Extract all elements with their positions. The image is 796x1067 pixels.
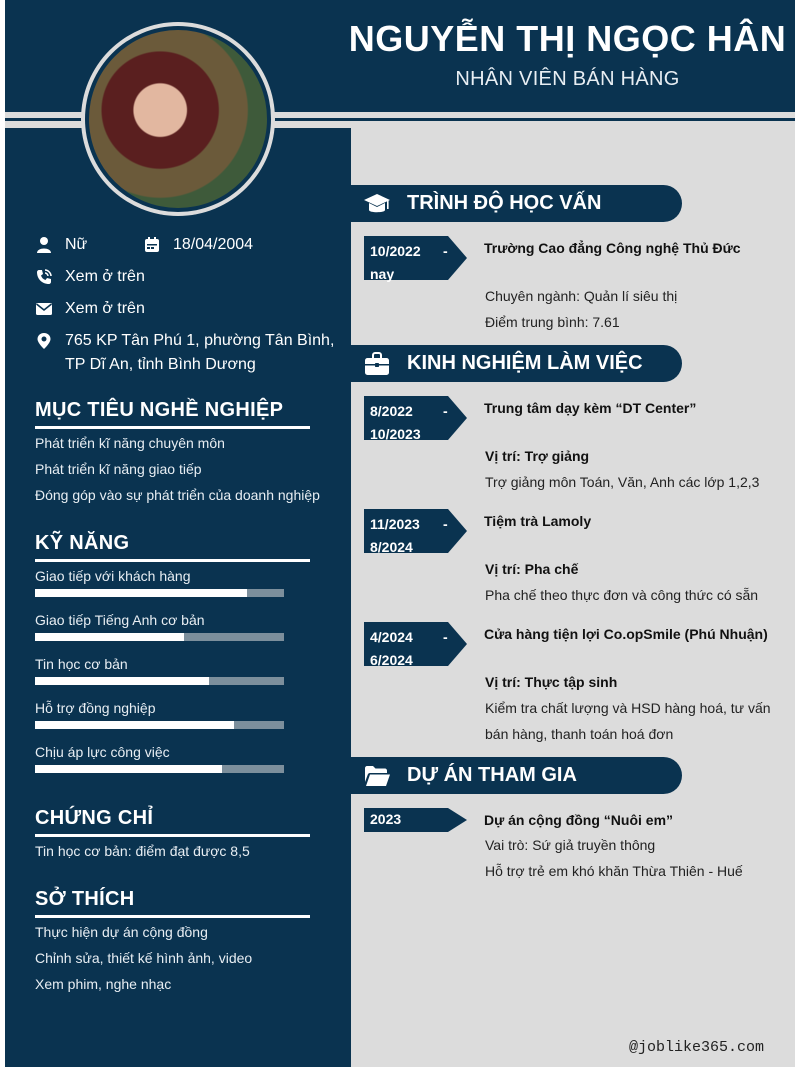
certificate-item: Tin học cơ bản: điểm đạt được 8,5 <box>35 843 250 859</box>
skill-bar-fill <box>35 677 209 685</box>
project-description: Hỗ trợ trẻ em khó khăn Thừa Thiên - Huế <box>485 863 743 879</box>
skill-bar-fill <box>35 765 222 773</box>
skill-label: Hỗ trợ đồng nghiệp <box>35 700 156 716</box>
projects-title: DỰ ÁN THAM GIA <box>407 764 577 786</box>
company-name: Tiệm trà Lamoly <box>484 513 592 529</box>
project-name: Dự án cộng đồng “Nuôi em” <box>484 812 674 828</box>
job-position: Vị trí: Pha chế <box>485 561 579 577</box>
gender-row <box>35 235 87 257</box>
school-name: Trường Cao đẳng Công nghệ Thủ Đức <box>484 240 741 256</box>
folder-open-icon <box>363 762 391 790</box>
date-tag <box>364 808 467 832</box>
projects-header <box>351 757 682 794</box>
hobbies-title: SỞ THÍCH <box>35 888 135 910</box>
hobby-item: Xem phim, nghe nhạc <box>35 976 172 992</box>
skill-label: Tin học cơ bản <box>35 656 128 672</box>
date-end: 10/2023 <box>370 426 421 442</box>
skill-label: Giao tiếp với khách hàng <box>35 568 191 584</box>
calendar-icon <box>143 236 161 254</box>
birthday-row <box>143 235 253 257</box>
phone-value: Xem ở trên <box>65 268 145 285</box>
education-title: TRÌNH ĐỘ HỌC VẤN <box>407 192 602 214</box>
job-description: bán hàng, thanh toán hoá đơn <box>485 726 674 742</box>
hobby-item: Chỉnh sửa, thiết kế hình ảnh, video <box>35 950 253 966</box>
envelope-icon <box>35 300 53 318</box>
project-year: 2023 <box>370 811 402 827</box>
avatar <box>89 30 267 208</box>
section-underline <box>35 915 310 918</box>
date-tag: 11/2023 8/2024 - <box>364 509 467 553</box>
briefcase-icon <box>363 350 391 378</box>
graduation-cap-icon <box>363 190 391 218</box>
education-gpa: Điểm trung bình: 7.61 <box>485 314 620 330</box>
objective-item: Đóng góp vào sự phát triển của doanh nghiệp <box>35 487 320 503</box>
candidate-name: NGUYỄN THỊ NGỌC HÂN <box>348 18 787 59</box>
skill-label: Giao tiếp Tiếng Anh cơ bản <box>35 612 205 628</box>
address-line-2: TP Dĩ An, tỉnh Bình Dương <box>65 356 256 373</box>
location-pin-icon <box>35 332 53 350</box>
section-underline <box>35 834 310 837</box>
birthday-value: 18/04/2004 <box>173 236 254 253</box>
company-name: Trung tâm dạy kèm “DT Center” <box>484 400 697 416</box>
date-end: 8/2024 <box>370 539 413 555</box>
job-title: NHÂN VIÊN BÁN HÀNG <box>455 68 680 90</box>
skill-label: Chịu áp lực công việc <box>35 744 170 760</box>
gender-value: Nữ <box>65 236 88 253</box>
hobby-item: Thực hiện dự án cộng đồng <box>35 924 208 940</box>
job-description: Kiểm tra chất lượng và HSD hàng hoá, tư vấn <box>485 700 771 716</box>
career-objective-title: MỤC TIÊU NGHỀ NGHIỆP <box>35 399 284 421</box>
job-position: Vị trí: Thực tập sinh <box>485 674 618 690</box>
skill-bar <box>35 589 284 597</box>
resume-page <box>5 0 795 1067</box>
skills-title: KỸ NĂNG <box>35 532 130 554</box>
address-row <box>35 331 334 377</box>
objective-item: Phát triển kĩ năng giao tiếp <box>35 461 202 477</box>
skill-bar <box>35 677 284 685</box>
job-position: Vị trí: Trợ giảng <box>485 448 590 464</box>
company-name: Cửa hàng tiện lợi Co.opSmile (Phú Nhuận) <box>484 626 768 642</box>
skill-bar <box>35 721 284 729</box>
certificates-title: CHỨNG CHỈ <box>35 807 154 829</box>
address-line-1: 765 KP Tân Phú 1, phường Tân Bình, <box>65 332 335 349</box>
email-row <box>35 299 145 321</box>
date-start: 11/2023 <box>370 516 420 532</box>
watermark: @joblike365.com <box>629 1039 765 1056</box>
skill-bar <box>35 765 284 773</box>
job-description: Pha chế theo thực đơn và công thức có sẵn <box>485 587 759 603</box>
skill-bar-fill <box>35 589 247 597</box>
section-underline <box>35 559 310 562</box>
project-role: Vai trò: Sứ giả truyền thông <box>485 837 656 853</box>
phone-row <box>35 267 145 289</box>
person-icon <box>35 236 53 254</box>
date-end: 6/2024 <box>370 652 413 668</box>
objective-item: Phát triển kĩ năng chuyên môn <box>35 435 225 451</box>
education-header <box>351 185 682 222</box>
date-tag: 4/2024 6/2024 - <box>364 622 467 666</box>
phone-icon <box>35 268 53 286</box>
skill-bar <box>35 633 284 641</box>
date-start: 8/2022 <box>370 403 413 419</box>
skill-bar-fill <box>35 721 234 729</box>
section-underline <box>35 426 310 429</box>
date-tag: 8/2022 10/2023 - <box>364 396 467 440</box>
date-end: nay <box>370 266 395 282</box>
date-start: 4/2024 <box>370 629 413 645</box>
experience-header <box>351 345 682 382</box>
skill-bar-fill <box>35 633 184 641</box>
date-tag: 10/2022 nay - <box>364 236 467 280</box>
job-description: Trợ giảng môn Toán, Văn, Anh các lớp 1,2,3 <box>485 474 760 490</box>
avatar-frame <box>81 22 275 216</box>
date-start: 10/2022 <box>370 243 421 259</box>
email-value: Xem ở trên <box>65 300 145 317</box>
experience-title: KINH NGHIỆM LÀM VIỆC <box>407 352 643 374</box>
education-major: Chuyên ngành: Quản lí siêu thị <box>485 288 678 304</box>
